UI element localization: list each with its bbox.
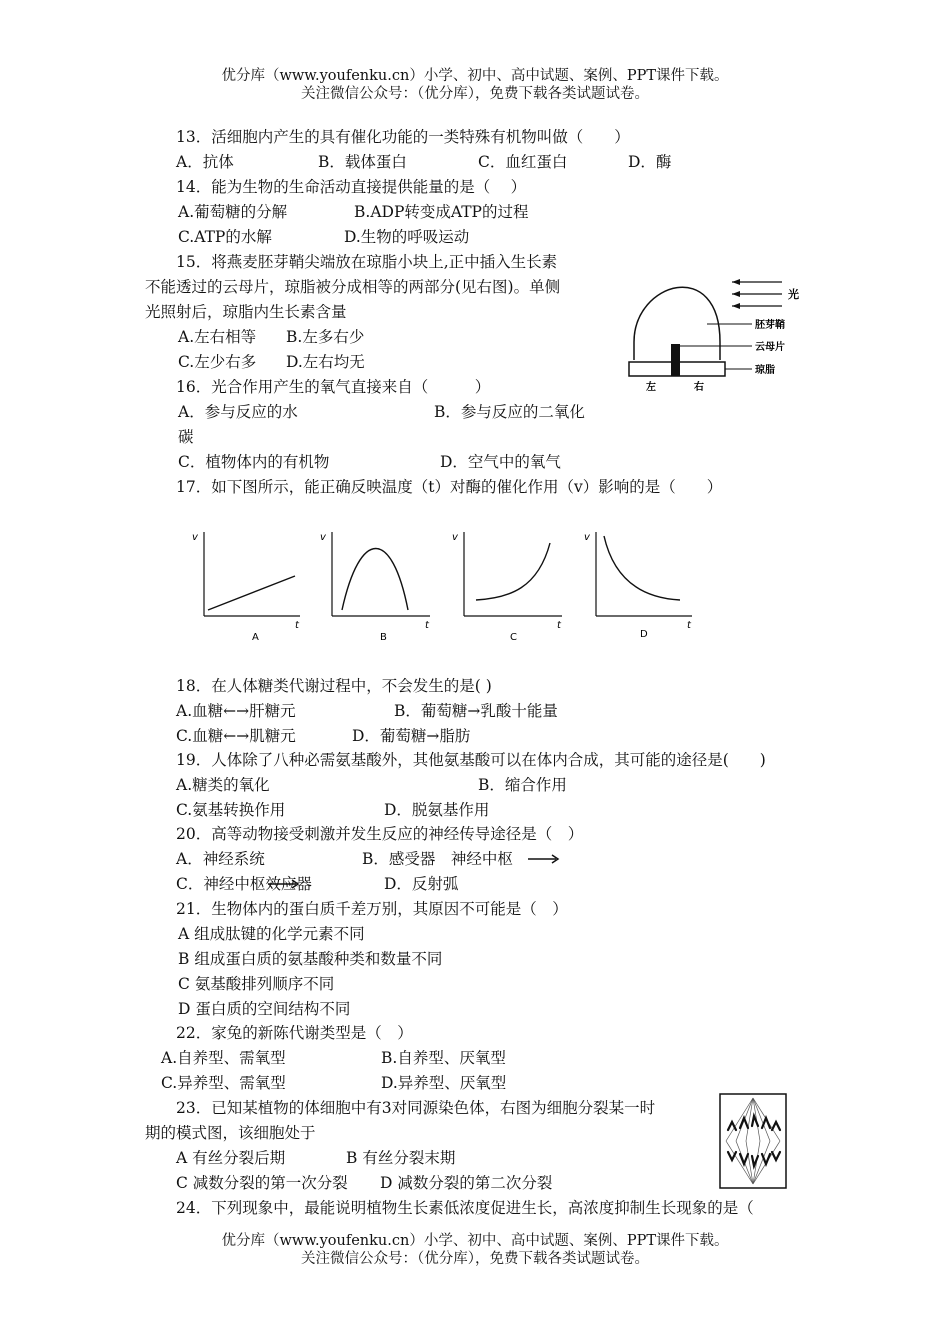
header-line-1: 优分库（www.youfenku.cn）小学、初中、高中试题、案例、PPT课件下载。: [221, 68, 729, 84]
q19-option-d: D．脱氨基作用: [384, 801, 490, 819]
q21-option-d: D 蛋白质的空间结构不同: [178, 1000, 351, 1018]
q19-option-b: B．缩合作用: [478, 776, 567, 794]
header-line-2: 关注微信公众号：（优分库），免费下载各类试题试卷。: [301, 86, 649, 102]
q22-option-c: C.异养型、需氧型: [161, 1074, 286, 1092]
q13-option-d: D．酶: [628, 153, 672, 171]
q15-stem-3: 光照射后，琼脂内生长素含量: [145, 303, 347, 321]
q16-option-c: C．植物体内的有机物: [178, 453, 330, 471]
agar-label: 琼脂: [755, 365, 775, 376]
right-label: 右: [694, 382, 704, 393]
q16-stem: 16．光合作用产生的氧气直接来自（ ）: [176, 378, 491, 396]
q15-option-a: A.左右相等: [178, 328, 257, 346]
graph-d-label: D: [640, 629, 648, 640]
mica-sheet: [671, 344, 680, 376]
q18-option-a: A.血糖←→肝糖元: [176, 702, 296, 720]
q15-option-d: D.左右均无: [286, 353, 365, 371]
q22-stem: 22．家兔的新陈代谢类型是（ ）: [176, 1024, 413, 1042]
q14-option-a: A.葡萄糖的分解: [178, 203, 288, 221]
graph-c-xlabel: t: [557, 620, 561, 631]
q16-option-b: B．参与反应的二氧化: [434, 403, 585, 421]
q16-option-d: D．空气中的氧气: [440, 453, 561, 471]
graph-b-xlabel: t: [425, 620, 429, 631]
q17-graphs: [180, 518, 710, 648]
q19-option-c: C.氨基转换作用: [176, 801, 286, 819]
q22-option-a: A.自养型、需氧型: [161, 1049, 286, 1067]
q18-option-c: C.血糖←→肌糖元: [176, 727, 296, 745]
light-label: 光: [788, 288, 799, 301]
q13-option-a: A．抗体: [176, 153, 234, 171]
graph-c: [452, 532, 562, 643]
footer-line-2: 关注微信公众号：（优分库），免费下载各类试题试卷。: [301, 1251, 649, 1267]
q21-stem: 21．生物体内的蛋白质千差万别，其原因不可能是（ ）: [176, 900, 568, 918]
q23-option-d: D 减数分裂的第二次分裂: [380, 1174, 553, 1192]
q14-option-c: C.ATP的水解: [178, 228, 272, 246]
q20-option-b: B．感受器 神经中枢: [362, 850, 513, 868]
q18-option-d: D．葡萄糖→脂肪: [352, 727, 471, 745]
q22-option-b: B.自养型、厌氧型: [381, 1049, 506, 1067]
graph-d-xlabel: t: [687, 620, 691, 631]
q23-stem-2: 期的模式图，该细胞处于: [145, 1124, 316, 1142]
q19-stem: 19．人体除了八种必需氨基酸外，其他氨基酸可以在体内合成，其可能的途径是( ): [176, 751, 766, 769]
q18-option-b: B．葡萄糖→乳酸十能量: [394, 702, 558, 720]
graph-a-label: A: [252, 632, 259, 643]
q23-stem-1: 23．已知某植物的体细胞中有3对同源染色体，右图为细胞分裂某一时: [176, 1099, 656, 1117]
q20-option-a: A．神经系统: [176, 850, 265, 868]
q20-arrow-icon: [528, 853, 562, 865]
graph-a-xlabel: t: [295, 620, 299, 631]
graph-a-ylabel: v: [192, 532, 198, 543]
left-label: 左: [646, 382, 656, 393]
q13-option-c: C．血红蛋白: [478, 153, 568, 171]
mica-label: 云母片: [755, 342, 785, 353]
q15-option-b: B.左多右少: [286, 328, 365, 346]
q20-option-d: D．反射弧: [384, 875, 459, 893]
graph-b-label: B: [380, 632, 387, 643]
graph-c-curve: [476, 543, 550, 600]
footer-line-1: 优分库（www.youfenku.cn）小学、初中、高中试题、案例、PPT课件下载。: [221, 1233, 729, 1249]
graph-d-curve: [604, 536, 680, 600]
graph-b-curve: [342, 549, 408, 611]
graph-a: [192, 532, 300, 643]
q15-option-c: C.左少右多: [178, 353, 257, 371]
q16-option-b-continued: 碳: [178, 428, 194, 446]
coleoptile-label: 胚芽鞘: [755, 320, 785, 331]
q20-strike-arrow-icon: [268, 878, 302, 890]
graph-c-label: C: [510, 632, 517, 643]
q22-option-d: D.异养型、厌氧型: [381, 1074, 507, 1092]
q21-option-b: B 组成蛋白质的氨基酸种类和数量不同: [178, 950, 443, 968]
q14-option-b: B.ADP转变成ATP的过程: [354, 203, 529, 221]
q20-option-c: C．神经中枢效应器: [176, 875, 312, 893]
graph-a-curve: [208, 576, 295, 610]
graph-c-ylabel: v: [452, 532, 458, 543]
q21-option-c: C 氨基酸排列顺序不同: [178, 975, 335, 993]
graph-d: [584, 532, 692, 640]
q13-option-b: B．载体蛋白: [318, 153, 407, 171]
q14-stem: 14．能为生物的生命活动直接提供能量的是（ ）: [176, 178, 527, 196]
q19-option-a: A.糖类的氧化: [176, 776, 270, 794]
q23-option-c: C 减数分裂的第一次分裂: [176, 1174, 348, 1192]
q17-stem: 17．如下图所示，能正确反映温度（t）对酶的催化作用（v）影响的是（ ）: [176, 478, 723, 496]
q15-stem-1: 15．将燕麦胚芽鞘尖端放在琼脂小块上,正中插入生长素: [176, 253, 558, 271]
q18-stem: 18．在人体糖类代谢过程中，不会发生的是( ): [176, 677, 492, 695]
q24-stem: 24．下列现象中，最能说明植物生长素低浓度促进生长，高浓度抑制生长现象的是（: [176, 1199, 754, 1217]
q23-option-a: A 有丝分裂后期: [176, 1149, 286, 1167]
q14-option-d: D.生物的呼吸运动: [344, 228, 470, 246]
q15-coleoptile-figure: [622, 272, 817, 397]
q23-option-b: B 有丝分裂末期: [346, 1149, 456, 1167]
q15-stem-2: 不能透过的云母片，琼脂被分成相等的两部分(见右图)。单侧: [145, 278, 561, 296]
graph-d-ylabel: v: [584, 532, 590, 543]
q16-option-a: A．参与反应的水: [178, 403, 298, 421]
q13-stem: 13．活细胞内产生的具有催化功能的一类特殊有机物叫做（ ）: [176, 128, 630, 146]
graph-b-ylabel: v: [320, 532, 326, 543]
q23-cell-division-figure: [718, 1092, 788, 1190]
q21-option-a: A 组成肽键的化学元素不同: [178, 925, 365, 943]
graph-b: [320, 532, 430, 643]
q20-stem: 20．高等动物接受刺激并发生反应的神经传导途径是（ ）: [176, 825, 584, 843]
